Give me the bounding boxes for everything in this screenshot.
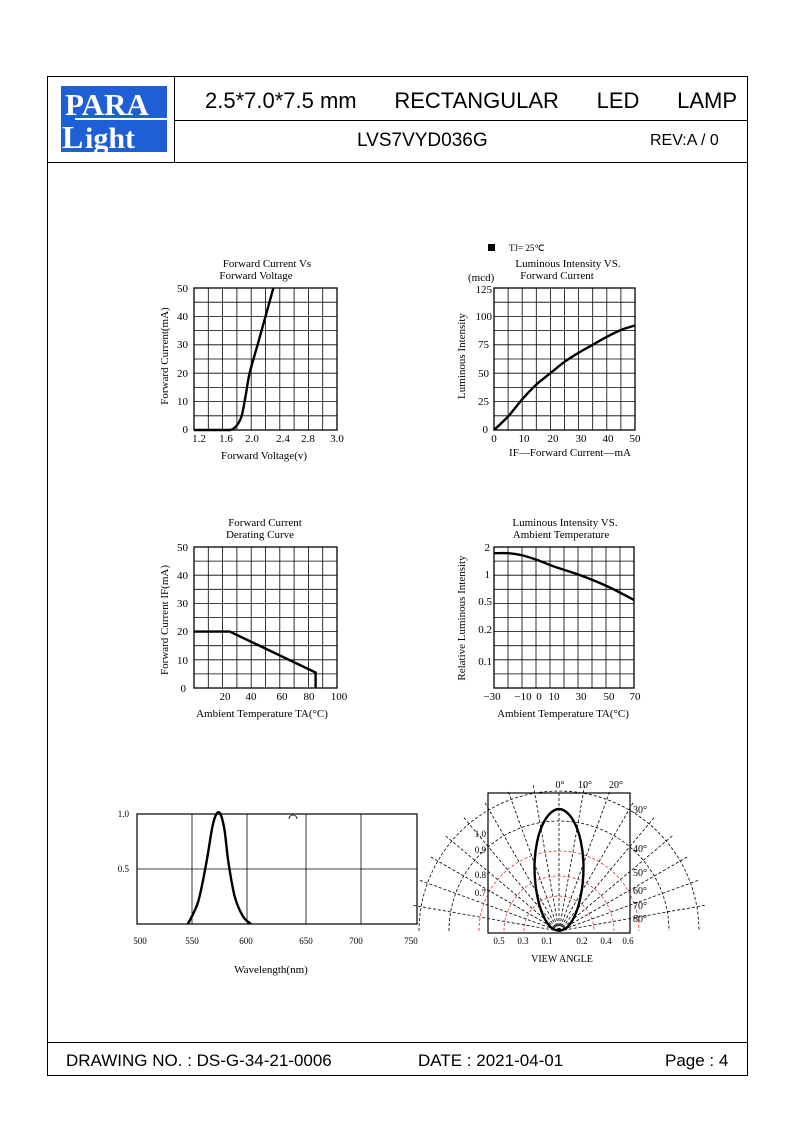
chart2-y-ticks xyxy=(476,284,493,436)
chart2-unit: (mcd) xyxy=(468,272,495,284)
drawing-number: DRAWING NO. : DS-G-34-21-0006 xyxy=(66,1051,332,1070)
chart3-xtick: 80 xyxy=(303,691,315,703)
chart1-title-line2: Forward Voltage xyxy=(219,270,293,282)
chart3-xtick: 60 xyxy=(276,691,288,703)
chart1-xlabel: Forward Voltage(v) xyxy=(220,450,308,462)
drawing-date: DATE : 2021-04-01 xyxy=(418,1051,564,1070)
chart2-title-line1: Luminous Intensity VS. xyxy=(515,258,621,270)
chart6-bottom-label: 0.2 xyxy=(576,936,588,946)
chart1-ytick: 0 xyxy=(182,424,188,436)
chart4-xtick: 10 xyxy=(548,691,560,703)
chart-intensity-temperature xyxy=(456,517,641,720)
chart2-xtick: 0 xyxy=(491,433,497,445)
chart-spectrum xyxy=(118,809,419,976)
chart4-ytick: 0.1 xyxy=(478,656,492,668)
chart1-ylabel: Forward Current(mA) xyxy=(159,307,171,405)
footer-divider xyxy=(47,1042,748,1043)
chart5-cursor-mark xyxy=(289,815,297,819)
chart6-angle-labels xyxy=(556,780,648,925)
chart3-ytick: 30 xyxy=(177,598,188,610)
chart2-x-ticks xyxy=(491,433,641,445)
chart5-series-line xyxy=(188,812,251,924)
chart5-xtick: 700 xyxy=(349,936,363,946)
chart2-xtick: 10 xyxy=(518,433,530,445)
chart4-title-line1: Luminous Intensity VS. xyxy=(512,517,618,529)
chart4-grid xyxy=(494,547,634,688)
chart1-y-ticks xyxy=(177,283,189,436)
chart2-xtick: 30 xyxy=(575,433,587,445)
chart3-xtick: 20 xyxy=(219,691,231,703)
chart6-angle-label: 0° xyxy=(555,780,565,791)
chart6-xlabel: VIEW ANGLE xyxy=(531,954,593,965)
logo-text-bottom: ight xyxy=(85,122,136,155)
chart6-angle-label: 80° xyxy=(633,914,647,925)
chart6-bottom-labels xyxy=(493,936,634,946)
chart6-bottom-label: 0.1 xyxy=(541,936,553,946)
chart3-grid xyxy=(194,547,337,688)
chart1-title-line1: Forward Current Vs xyxy=(222,258,312,270)
revision: REV:A / 0 xyxy=(650,132,719,149)
chart4-ytick: 1 xyxy=(484,569,490,581)
chart-forward-current-voltage xyxy=(159,258,344,462)
chart3-xtick: 40 xyxy=(245,691,257,703)
chart5-xtick: 650 xyxy=(299,936,313,946)
chart5-xtick: 500 xyxy=(133,936,147,946)
chart1-ytick: 50 xyxy=(177,283,188,295)
logo-text-top: PARA xyxy=(65,87,149,122)
chart1-xtick: 2.8 xyxy=(301,433,315,445)
legend-square-icon xyxy=(488,244,495,251)
chart4-ytick: 0.2 xyxy=(478,624,492,636)
chart4-ytick: 0.5 xyxy=(478,596,492,608)
chart2-legend: TJ= 25℃ xyxy=(509,243,545,253)
chart2-title-line2: Forward Current xyxy=(520,270,594,282)
title-lamp: LAMP xyxy=(677,88,737,113)
chart1-xtick: 1.6 xyxy=(219,433,233,445)
chart6-bottom-label: 0.6 xyxy=(622,936,634,946)
chart4-xtick: −10 xyxy=(514,691,532,703)
chart4-xtick: 30 xyxy=(575,691,587,703)
chart6-angle-label: 20° xyxy=(609,780,623,791)
chart5-xtick: 550 xyxy=(185,936,199,946)
chart2-ytick: 50 xyxy=(478,368,489,380)
chart3-x-ticks xyxy=(220,691,348,703)
chart1-ytick: 10 xyxy=(177,396,188,408)
chart5-x-ticks xyxy=(133,936,418,946)
chart3-title-line1: Forward Current xyxy=(228,517,302,529)
chart2-xtick: 50 xyxy=(629,433,641,445)
chart6-left-label: 1.0 xyxy=(474,829,486,839)
chart6-left-label: 0.8 xyxy=(474,870,486,880)
chart4-x-ticks xyxy=(483,691,641,703)
chart6-grid xyxy=(411,783,706,931)
chart1-x-ticks xyxy=(192,433,344,445)
chart2-ytick: 0 xyxy=(482,424,488,436)
chart6-angle-label: 10° xyxy=(578,780,592,791)
chart6-angle-label: 50° xyxy=(633,868,647,879)
title-shape: RECTANGULAR xyxy=(394,88,559,113)
chart1-ytick: 40 xyxy=(177,311,188,323)
chart4-ytick: 2 xyxy=(484,542,490,554)
chart3-title-line2: Derating Curve xyxy=(225,529,295,541)
chart5-grid xyxy=(137,814,417,924)
chart-luminous-intensity-current xyxy=(456,243,641,459)
chart6-angle-label: 30° xyxy=(633,805,647,816)
chart5-xlabel: Wavelength(nm) xyxy=(234,964,308,976)
chart4-y-ticks xyxy=(478,542,492,668)
chart1-xtick: 1.2 xyxy=(192,433,206,445)
chart3-xlabel: Ambient Temperature TA(°C) xyxy=(196,708,328,720)
chart3-xtick: 100 xyxy=(330,691,348,703)
chart1-grid xyxy=(194,288,337,430)
chart5-ytick: 0.5 xyxy=(117,864,129,874)
chart-derating-curve xyxy=(159,517,348,720)
chart1-ytick: 20 xyxy=(177,368,188,380)
chart6-angle-label: 60° xyxy=(633,886,647,897)
chart6-bottom-label: 0.4 xyxy=(600,936,612,946)
chart3-ylabel: Forward Current IF(mA) xyxy=(159,565,171,675)
chart3-ytick: 50 xyxy=(177,542,188,554)
chart6-left-label: 0.7 xyxy=(474,888,486,898)
chart3-ytick: 10 xyxy=(177,655,188,667)
chart2-xtick: 40 xyxy=(602,433,614,445)
chart5-xtick: 750 xyxy=(404,936,418,946)
chart6-left-label: 0.9 xyxy=(474,845,486,855)
chart4-xlabel: Ambient Temperature TA(°C) xyxy=(497,708,629,720)
chart1-ytick: 30 xyxy=(177,339,188,351)
chart6-left-labels xyxy=(475,829,487,898)
chart5-ytick: 1.0 xyxy=(117,809,129,819)
chart2-ytick: 100 xyxy=(475,311,492,323)
chart4-xtick: 50 xyxy=(603,691,615,703)
chart3-y-ticks xyxy=(177,542,189,695)
chart4-xtick: −30 xyxy=(483,691,501,703)
chart4-xtick: 70 xyxy=(629,691,641,703)
chart1-xtick: 3.0 xyxy=(330,433,344,445)
title-dimensions: 2.5*7.0*7.5 mm xyxy=(205,88,357,113)
chart2-ytick: 25 xyxy=(478,396,489,408)
chart6-angle-label: 70° xyxy=(633,901,647,912)
chart3-ytick: 40 xyxy=(177,570,188,582)
chart4-title-line2: Ambient Temperature xyxy=(512,529,610,541)
chart6-bottom-label: 0.3 xyxy=(517,936,529,946)
chart5-xtick: 600 xyxy=(239,936,253,946)
chart4-xtick: 0 xyxy=(536,691,542,703)
chart4-ylabel: Relative Luminous Intensity xyxy=(456,555,468,681)
chart6-angle-label: 40° xyxy=(633,844,647,855)
page-number: Page : 4 xyxy=(665,1051,729,1070)
chart6-bottom-label: 0.5 xyxy=(493,936,505,946)
chart3-ytick: 0 xyxy=(180,683,186,695)
part-number: LVS7VYD036G xyxy=(357,130,488,151)
chart2-ylabel: Luminous Intensity xyxy=(456,313,468,399)
chart2-ytick: 125 xyxy=(475,284,492,296)
chart-view-angle xyxy=(411,780,706,965)
logo-letter-l: L xyxy=(62,119,84,155)
chart2-xlabel: IF—Forward Current—mA xyxy=(509,447,631,459)
title-led: LED xyxy=(596,88,640,113)
chart2-xtick: 20 xyxy=(547,433,559,445)
chart2-ytick: 75 xyxy=(478,339,489,351)
chart1-xtick: 2.4 xyxy=(276,433,290,445)
chart3-ytick: 20 xyxy=(177,626,188,638)
chart1-xtick: 2.0 xyxy=(245,433,259,445)
